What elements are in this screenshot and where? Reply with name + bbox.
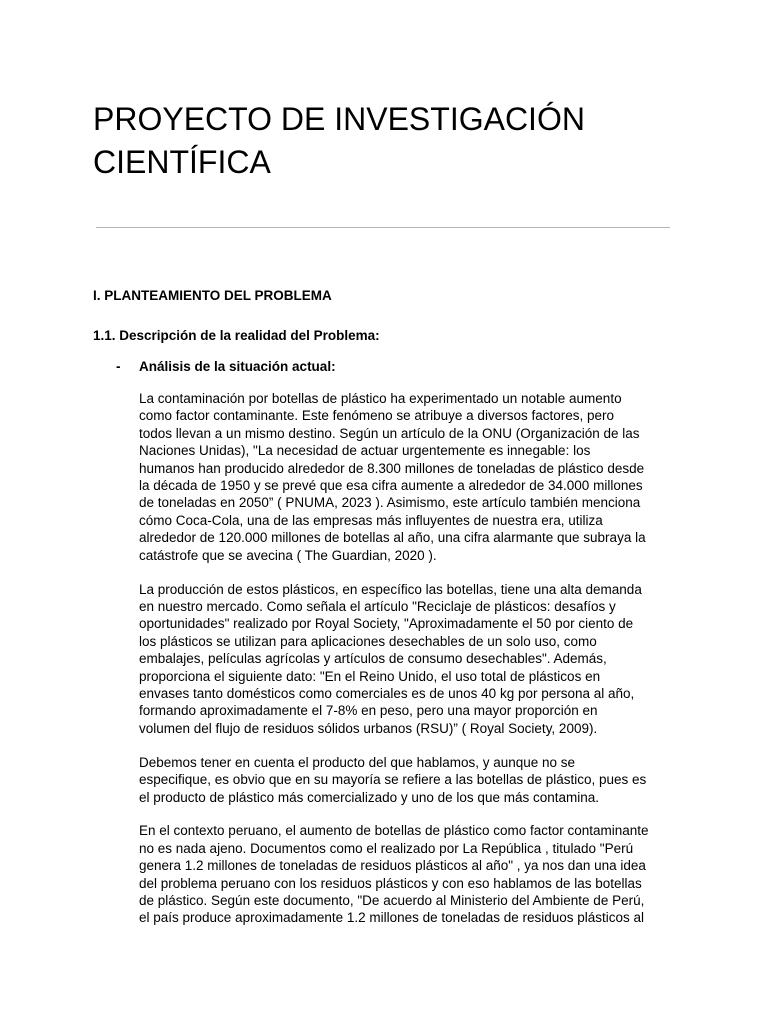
- text-line: envases tanto domésticos como comerciales es de unos 40 kg por persona al año,: [139, 686, 635, 701]
- bullet-marker: -: [116, 359, 121, 374]
- document-title: [93, 98, 693, 184]
- text-line: especifique, es obvio que en su mayoría se refiere a las botellas de plástico, pues es: [139, 772, 647, 788]
- paragraph: [139, 822, 684, 926]
- text-line: la década de 1950 y se prevé que esa cifra aumente a alrededor de 34.000 millones: [139, 478, 643, 494]
- paragraph: [139, 390, 684, 564]
- title-line: CIENTÍFICA: [93, 144, 271, 180]
- bullet-label: Análisis de la situación actual:: [139, 359, 336, 374]
- text-line: Naciones Unidas), "La necesidad de actuar urgentemente es innegable: los: [139, 443, 591, 459]
- text-line: no es nada ajeno. Documentos como el realizado por La República , titulado "Perú: [139, 840, 634, 856]
- text-line: los plásticos se utilizan para aplicaciones desechables de un solo uso, como: [139, 633, 597, 649]
- title-line: PROYECTO DE INVESTIGACIÓN: [93, 101, 585, 137]
- text-line: el país produce aproximadamente 1.2 millones de toneladas de residuos plásticos al: [139, 910, 645, 926]
- text-line: como factor contaminante. Este fenómeno se atribuye a diversos factores, pero: [139, 408, 614, 424]
- text-line: genera 1.2 millones de toneladas de residuos plásticos al año" , ya nos dan una idea: [139, 858, 646, 874]
- subsection-heading: 1.1. Descripción de la realidad del Problema:: [93, 328, 380, 343]
- text-line: en nuestro mercado. Como señala el artículo "Reciclaje de plásticos: desafíos y: [139, 598, 616, 614]
- section-heading: I. PLANTEAMIENTO DEL PROBLEMA: [93, 288, 332, 303]
- paragraph: [139, 754, 684, 806]
- text-line: volumen del flujo de residuos sólidos urbanos (RSU)” ( Royal Society, 2009).: [139, 720, 598, 736]
- text-line: proporciona el siguiente dato: "En el Reino Unido, el uso total de plásticos en: [139, 668, 601, 684]
- text-line: formando aproximadamente el 7-8% en peso, pero una mayor proporción en: [139, 703, 598, 719]
- text-line: el producto de plástico más comercializado y uno de los que más contamina.: [139, 789, 599, 805]
- text-line: catástrofe que se avecina ( The Guardian, 2020 ).: [139, 547, 437, 563]
- paragraph: [139, 581, 684, 738]
- body-text: [139, 390, 684, 943]
- text-line: del problema peruano con los residuos plásticos y con eso hablamos de las botellas: [139, 875, 642, 891]
- text-line: oportunidades" realizado por Royal Society, "Aproximadamente el 50 por ciento de: [139, 616, 634, 632]
- text-line: humanos han producido alrededor de 8.300 millones de toneladas de plástico desde: [139, 460, 645, 476]
- horizontal-divider: [96, 227, 670, 228]
- text-line: embalajes, películas agrícolas y artículos de consumo desechables". Además,: [139, 651, 607, 667]
- text-line: cómo Coca-Cola, una de las empresas más influyentes de nuestra era, utiliza: [139, 512, 603, 528]
- text-line: La producción de estos plásticos, en específico las botellas, tiene una alta demanda: [139, 581, 642, 597]
- text-line: En el contexto peruano, el aumento de botellas de plástico como factor contaminante: [139, 823, 649, 839]
- text-line: de toneladas en 2050” ( PNUMA, 2023 ). Asimismo, este artículo también menciona: [139, 495, 641, 511]
- text-line: alrededor de 120.000 millones de botellas al año, una cifra alarmante que subraya la: [139, 530, 646, 546]
- text-line: de plástico. Según este documento, "De acuerdo al Ministerio del Ambiente de Perú,: [139, 893, 645, 909]
- text-line: Debemos tener en cuenta el producto del que hablamos, y aunque no se: [139, 754, 576, 770]
- text-line: La contaminación por botellas de plástico ha experimentado un notable aumento: [139, 391, 622, 406]
- text-line: todos llevan a un mismo destino. Según un artículo de la ONU (Organización de las: [139, 425, 640, 441]
- bullet-item: [116, 358, 336, 376]
